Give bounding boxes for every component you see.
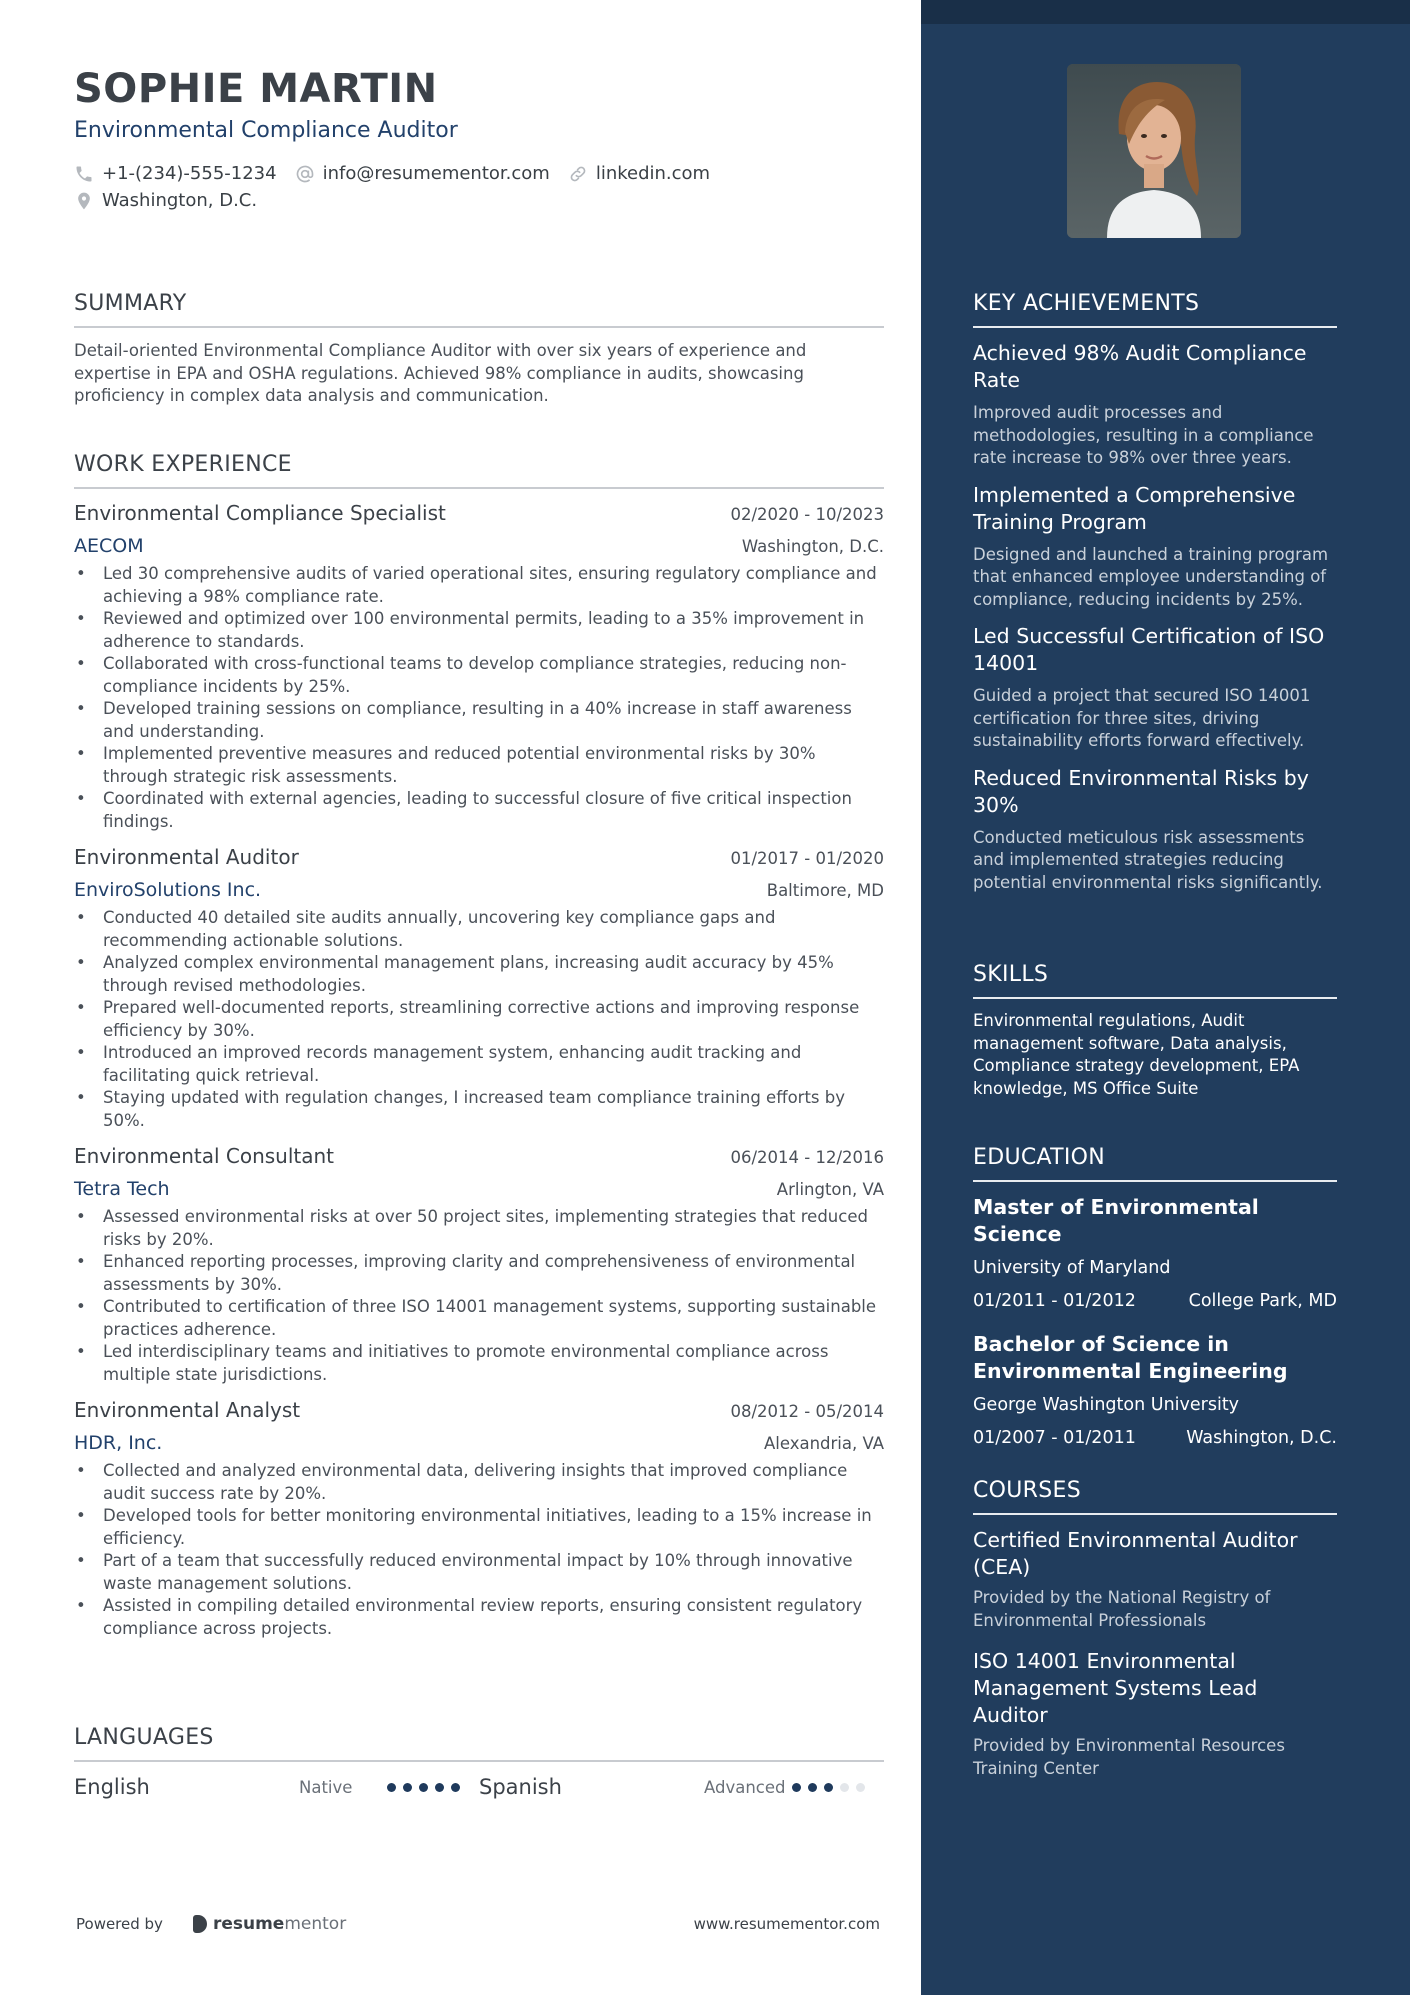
skills-title: SKILLS [973, 962, 1337, 999]
achievement-desc: Conducted meticulous risk assessments and implemented strategies reducing potential environmental risks significantly. [973, 827, 1323, 892]
job-title: Environmental Consultant [74, 1144, 335, 1168]
language-rating [792, 1783, 872, 1792]
list-item: • Developed training sessions on compliance, resulting in a 40% increase in staff awareness and understanding. [74, 698, 884, 743]
language-level: Native [299, 1777, 353, 1797]
courses-title: COURSES [973, 1478, 1337, 1515]
rating-dot-filled [435, 1783, 444, 1792]
achievement-item [973, 482, 1337, 612]
languages-title: LANGUAGES [74, 1725, 884, 1762]
rating-dot-filled [387, 1783, 396, 1792]
language-level: Advanced [704, 1777, 786, 1797]
education-location: College Park, MD [1188, 1291, 1337, 1311]
contact-email[interactable] [295, 163, 550, 184]
education-school: University of Maryland [973, 1258, 1171, 1278]
location-text: Washington, D.C. [102, 190, 258, 211]
sidebar-top-band [921, 0, 1410, 24]
achievements-title: KEY ACHIEVEMENTS [973, 291, 1337, 328]
education-degree: Master of Environmental Science [973, 1195, 1259, 1246]
job-entry [74, 845, 884, 1132]
list-item: • Introduced an improved records management system, enhancing audit tracking and facilitating quick retrieval. [74, 1042, 884, 1087]
job-dates: 06/2014 - 12/2016 [730, 1148, 884, 1167]
course-item [973, 1527, 1337, 1632]
achievement-desc: Guided a project that secured ISO 14001 certification for three sites, driving sustainability efforts forward effectively. [973, 686, 1311, 750]
linkedin-text: linkedin.com [595, 163, 711, 184]
list-item: • Developed tools for better monitoring environmental initiatives, leading to a 15% increase in efficiency. [74, 1505, 884, 1550]
candidate-role: Environmental Compliance Auditor [74, 118, 458, 143]
courses-section [973, 1478, 1337, 1780]
avatar [1067, 64, 1241, 238]
profile-photo [1067, 64, 1241, 238]
list-item: • Coordinated with external agencies, leading to successful closure of five critical inspection findings. [74, 788, 884, 833]
achievement-item [973, 340, 1337, 470]
rating-dot-filled [451, 1783, 460, 1792]
course-title: ISO 14001 Environmental Management Systems Lead Auditor [973, 1649, 1258, 1727]
job-bullets [74, 1460, 884, 1640]
work-experience-title: WORK EXPERIENCE [74, 452, 884, 489]
job-company: HDR, Inc. [74, 1432, 163, 1454]
job-location: Alexandria, VA [763, 1434, 884, 1453]
job-bullets [74, 907, 884, 1132]
education-item [973, 1194, 1337, 1311]
brand-name-light: mentor [284, 1914, 347, 1934]
brand-logo[interactable] [193, 1914, 346, 1934]
job-company: Tetra Tech [74, 1178, 170, 1200]
achievement-item [973, 765, 1337, 895]
email-text: info@resumementor.com [322, 163, 550, 184]
achievement-title: Implemented a Comprehensive Training Program [973, 482, 1296, 534]
list-item: • Led 30 comprehensive audits of varied operational sites, ensuring regulatory compliance and achieving a 98% compliance rate. [74, 563, 884, 608]
footer [76, 1914, 880, 1934]
job-location: Washington, D.C. [741, 537, 884, 556]
job-dates: 08/2012 - 05/2014 [730, 1402, 884, 1421]
list-item: • Collected and analyzed environmental data, delivering insights that improved compliance audit success rate by 20%. [74, 1460, 884, 1505]
language-rating [387, 1783, 467, 1792]
rating-dot-filled [824, 1783, 833, 1792]
job-entry [74, 1398, 884, 1640]
rating-dot-empty [856, 1783, 865, 1792]
powered-by [76, 1914, 346, 1934]
contact-linkedin[interactable] [568, 163, 710, 184]
skills-text: Environmental regulations, Audit management software, Data analysis, Compliance strategy development, EPA knowledge, MS Office Suite [973, 1011, 1300, 1098]
list-item: • Staying updated with regulation changes, I increased team compliance training efforts by 50%. [74, 1087, 884, 1132]
job-title: Environmental Auditor [74, 845, 299, 869]
language-name: English [74, 1775, 150, 1799]
rating-dot-filled [792, 1783, 801, 1792]
job-bullets [74, 563, 884, 833]
education-school: George Washington University [973, 1395, 1240, 1415]
job-dates: 02/2020 - 10/2023 [730, 505, 884, 524]
job-entry [74, 501, 884, 833]
education-degree: Bachelor of Science in Environmental Engineering [973, 1332, 1288, 1383]
education-location: Washington, D.C. [1186, 1428, 1337, 1448]
list-item: • Implemented preventive measures and reduced potential environmental risks by 30% through strategic risk assessments. [74, 743, 884, 788]
at-icon [295, 164, 315, 184]
education-dates: 01/2011 - 01/2012 [973, 1291, 1136, 1311]
job-entry [74, 1144, 884, 1386]
languages-section [74, 1725, 884, 1802]
list-item: • Assessed environmental risks at over 50 project sites, implementing strategies that reduced risks by 20%. [74, 1206, 884, 1251]
course-desc: Provided by the National Registry of Environmental Professionals [973, 1588, 1271, 1630]
skills-section [973, 962, 1337, 1100]
list-item: • Contributed to certification of three ISO 14001 management systems, supporting sustainable practices adherence. [74, 1296, 884, 1341]
course-desc: Provided by Environmental Resources Training Center [973, 1736, 1285, 1778]
job-bullets [74, 1206, 884, 1386]
list-item: • Enhanced reporting processes, improving clarity and comprehensiveness of environmental assessments by 30%. [74, 1251, 884, 1296]
job-title: Environmental Compliance Specialist [74, 501, 446, 525]
list-item: • Led interdisciplinary teams and initiatives to promote environmental compliance across multiple state jurisdictions. [74, 1341, 884, 1386]
link-icon [568, 164, 588, 184]
job-dates: 01/2017 - 01/2020 [730, 849, 884, 868]
job-title: Environmental Analyst [74, 1398, 301, 1422]
rating-dot-filled [403, 1783, 412, 1792]
achievements-section [973, 291, 1337, 894]
job-location: Arlington, VA [776, 1180, 884, 1199]
job-company: EnviroSolutions Inc. [74, 879, 262, 901]
brand-name-bold: resume [212, 1914, 285, 1934]
summary-section [74, 291, 884, 408]
list-item: • Part of a team that successfully reduced environmental impact by 10% through innovative waste management solutions. [74, 1550, 884, 1595]
language-name: Spanish [479, 1775, 562, 1799]
powered-by-label: Powered by [76, 1915, 163, 1933]
phone-icon [74, 164, 94, 184]
summary-text: Detail-oriented Environmental Compliance Auditor with over six years of experience and expertise in EPA and OSHA regulations. Achieved 98% compliance in audits, showcasing proficiency in complex data analysis and communication. [74, 341, 807, 405]
language-item-english [74, 1775, 479, 1799]
candidate-name: SOPHIE MARTIN [74, 66, 438, 112]
sidebar [921, 0, 1410, 1995]
list-item: • Collaborated with cross-functional teams to develop compliance strategies, reducing non-compliance incidents by 25%. [74, 653, 884, 698]
language-item-spanish [479, 1775, 884, 1799]
contact-phone[interactable] [74, 163, 277, 184]
rating-dot-filled [808, 1783, 817, 1792]
rating-dot-filled [419, 1783, 428, 1792]
achievement-item [973, 623, 1337, 753]
work-experience-section [74, 452, 884, 1640]
summary-title: SUMMARY [74, 291, 884, 328]
list-item: • Prepared well-documented reports, streamlining corrective actions and improving response efficiency by 30%. [74, 997, 884, 1042]
education-title: EDUCATION [973, 1145, 1337, 1182]
education-dates: 01/2007 - 01/2011 [973, 1428, 1136, 1448]
phone-text: +1-(234)-555-1234 [102, 163, 277, 184]
course-title: Certified Environmental Auditor (CEA) [973, 1528, 1298, 1579]
website-link[interactable]: www.resumementor.com [693, 1915, 880, 1933]
achievement-title: Achieved 98% Audit Compliance Rate [973, 341, 1307, 392]
list-item: • Conducted 40 detailed site audits annually, uncovering key compliance gaps and recommending actionable solutions. [74, 907, 884, 952]
course-item [973, 1648, 1337, 1780]
list-item: • Analyzed complex environmental management plans, increasing audit accuracy by 45% through revised methodologies. [74, 952, 884, 997]
achievement-desc: Designed and launched a training program that enhanced employee understanding of compliance, reducing incidents by 25%. [973, 544, 1329, 609]
location-pin-icon [74, 191, 94, 211]
contact-location [74, 190, 257, 211]
education-section [973, 1145, 1337, 1448]
job-company: AECOM [74, 535, 144, 557]
achievement-title: Reduced Environmental Risks by 30% [973, 765, 1309, 817]
brand-mark-icon [193, 1915, 207, 1933]
job-location: Baltimore, MD [766, 881, 884, 900]
list-item: • Assisted in compiling detailed environmental review reports, ensuring consistent regulatory compliance across projects. [74, 1595, 884, 1640]
achievement-title: Led Successful Certification of ISO 14001 [973, 624, 1325, 675]
list-item: • Reviewed and optimized over 100 environmental permits, leading to a 35% improvement in adherence to standards. [74, 608, 884, 653]
education-item [973, 1331, 1337, 1448]
achievement-desc: Improved audit processes and methodologies, resulting in a compliance rate increase to 98% over three years. [973, 403, 1314, 467]
rating-dot-empty [840, 1783, 849, 1792]
contact-info [74, 160, 728, 214]
